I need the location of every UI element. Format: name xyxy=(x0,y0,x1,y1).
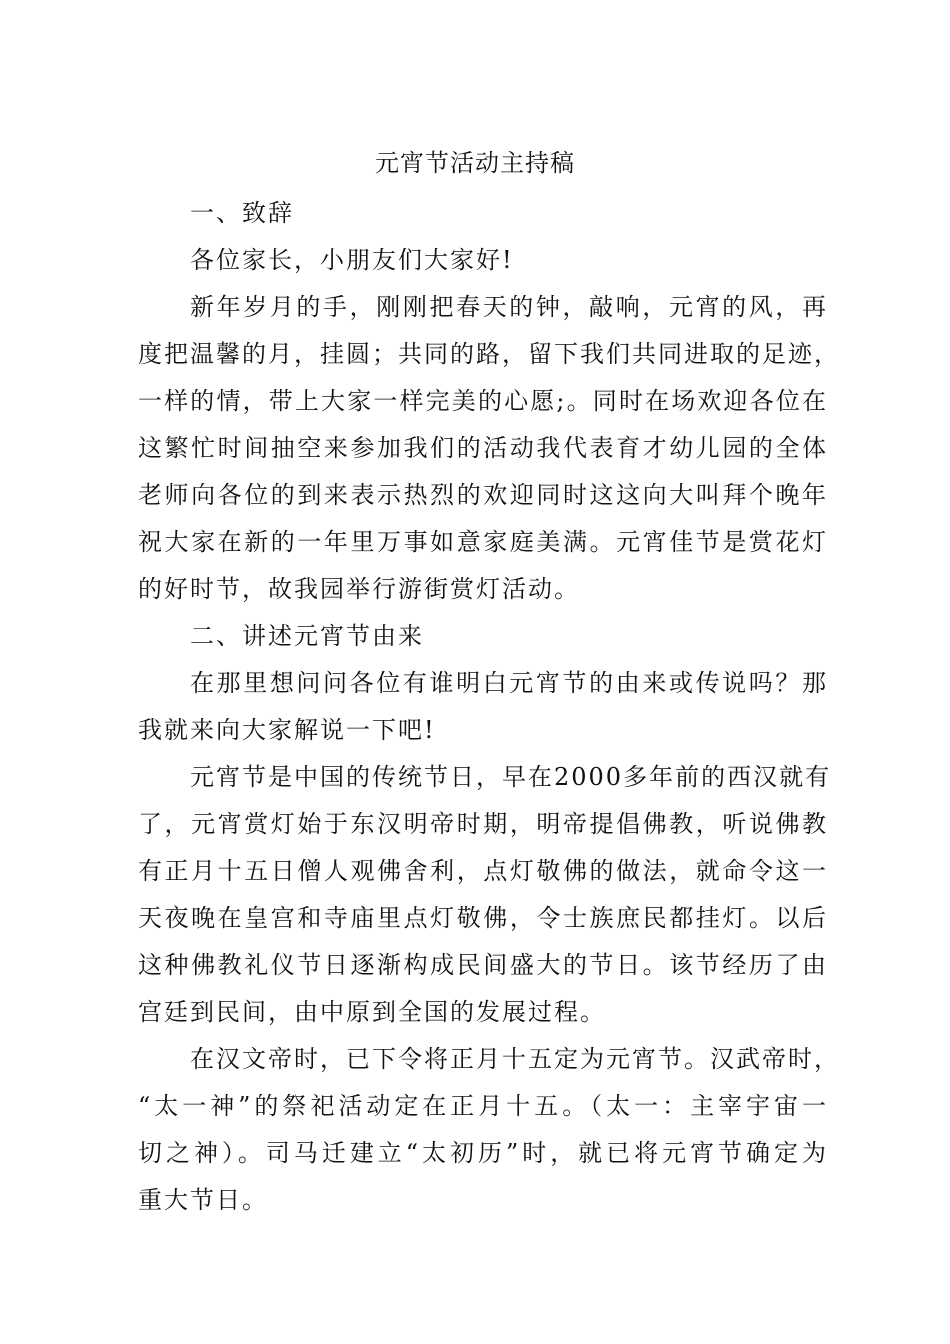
text-line: 重大节日。 xyxy=(138,1186,268,1214)
paragraph-history xyxy=(138,754,832,1036)
text-line: 天夜晚在皇宫和寺庙里点灯敬佛，令士族庶民都挂灯。以后 xyxy=(138,904,828,932)
text-line: 一、致辞 xyxy=(190,199,294,227)
text-line: 在那里想问问各位有谁明白元宵节的由来或传说吗？那 xyxy=(190,669,828,697)
text-line: 宫廷到民间，由中原到全国的发展过程。 xyxy=(138,998,606,1026)
text-line: 二、讲述元宵节由来 xyxy=(190,622,424,650)
text-line: 切之神）。司马迁建立“太初历”时，就已将元宵节确定为 xyxy=(138,1139,828,1167)
text-line: 这繁忙时间抽空来参加我们的活动我代表育才幼儿园的全体 xyxy=(138,434,828,462)
text-line: 元宵节是中国的传统节日，早在2000多年前的西汉就有 xyxy=(190,763,832,791)
text-line: 一样的情，带上大家一样完美的心愿;。同时在场欢迎各位在 xyxy=(138,387,828,415)
heading-origin xyxy=(138,613,828,660)
document-title: 元宵节活动主持稿 xyxy=(375,149,575,177)
text-line: 在汉文帝时，已下令将正月十五定为元宵节。汉武帝时， xyxy=(190,1045,840,1073)
text-line: 各位家长，小朋友们大家好! xyxy=(190,246,514,274)
text-line: 老师向各位的到来表示热烈的欢迎同时这这向大叫拜个晚年 xyxy=(138,481,828,509)
text-line: “太一神”的祭祀活动定在正月十五。（太一：主宰宇宙一 xyxy=(138,1092,828,1120)
paragraph-salutation xyxy=(138,237,828,284)
text-line: 的好时节，故我园举行游街赏灯活动。 xyxy=(138,575,580,603)
text-line: 我就来向大家解说一下吧! xyxy=(138,716,436,744)
text-line: 这种佛教礼仪节日逐渐构成民间盛大的节日。该节经历了由 xyxy=(138,951,828,979)
text-line: 了，元宵赏灯始于东汉明帝时期，明帝提倡佛教，听说佛教 xyxy=(138,810,828,838)
text-line: 有正月十五日僧人观佛舍利，点灯敬佛的做法，就命令这一 xyxy=(138,857,828,885)
text-line: 祝大家在新的一年里万事如意家庭美满。元宵佳节是赏花灯 xyxy=(138,528,828,556)
paragraph-han-dynasty xyxy=(138,1036,840,1224)
document-body xyxy=(138,190,840,1224)
heading-greeting xyxy=(138,190,828,237)
text-line: 新年岁月的手，刚刚把春天的钟，敲响，元宵的风，再 xyxy=(190,293,828,321)
paragraph-question xyxy=(138,660,828,754)
text-line: 度把温馨的月，挂圆；共同的路，留下我们共同进取的足迹， xyxy=(138,340,840,368)
paragraph-opening xyxy=(138,284,840,613)
